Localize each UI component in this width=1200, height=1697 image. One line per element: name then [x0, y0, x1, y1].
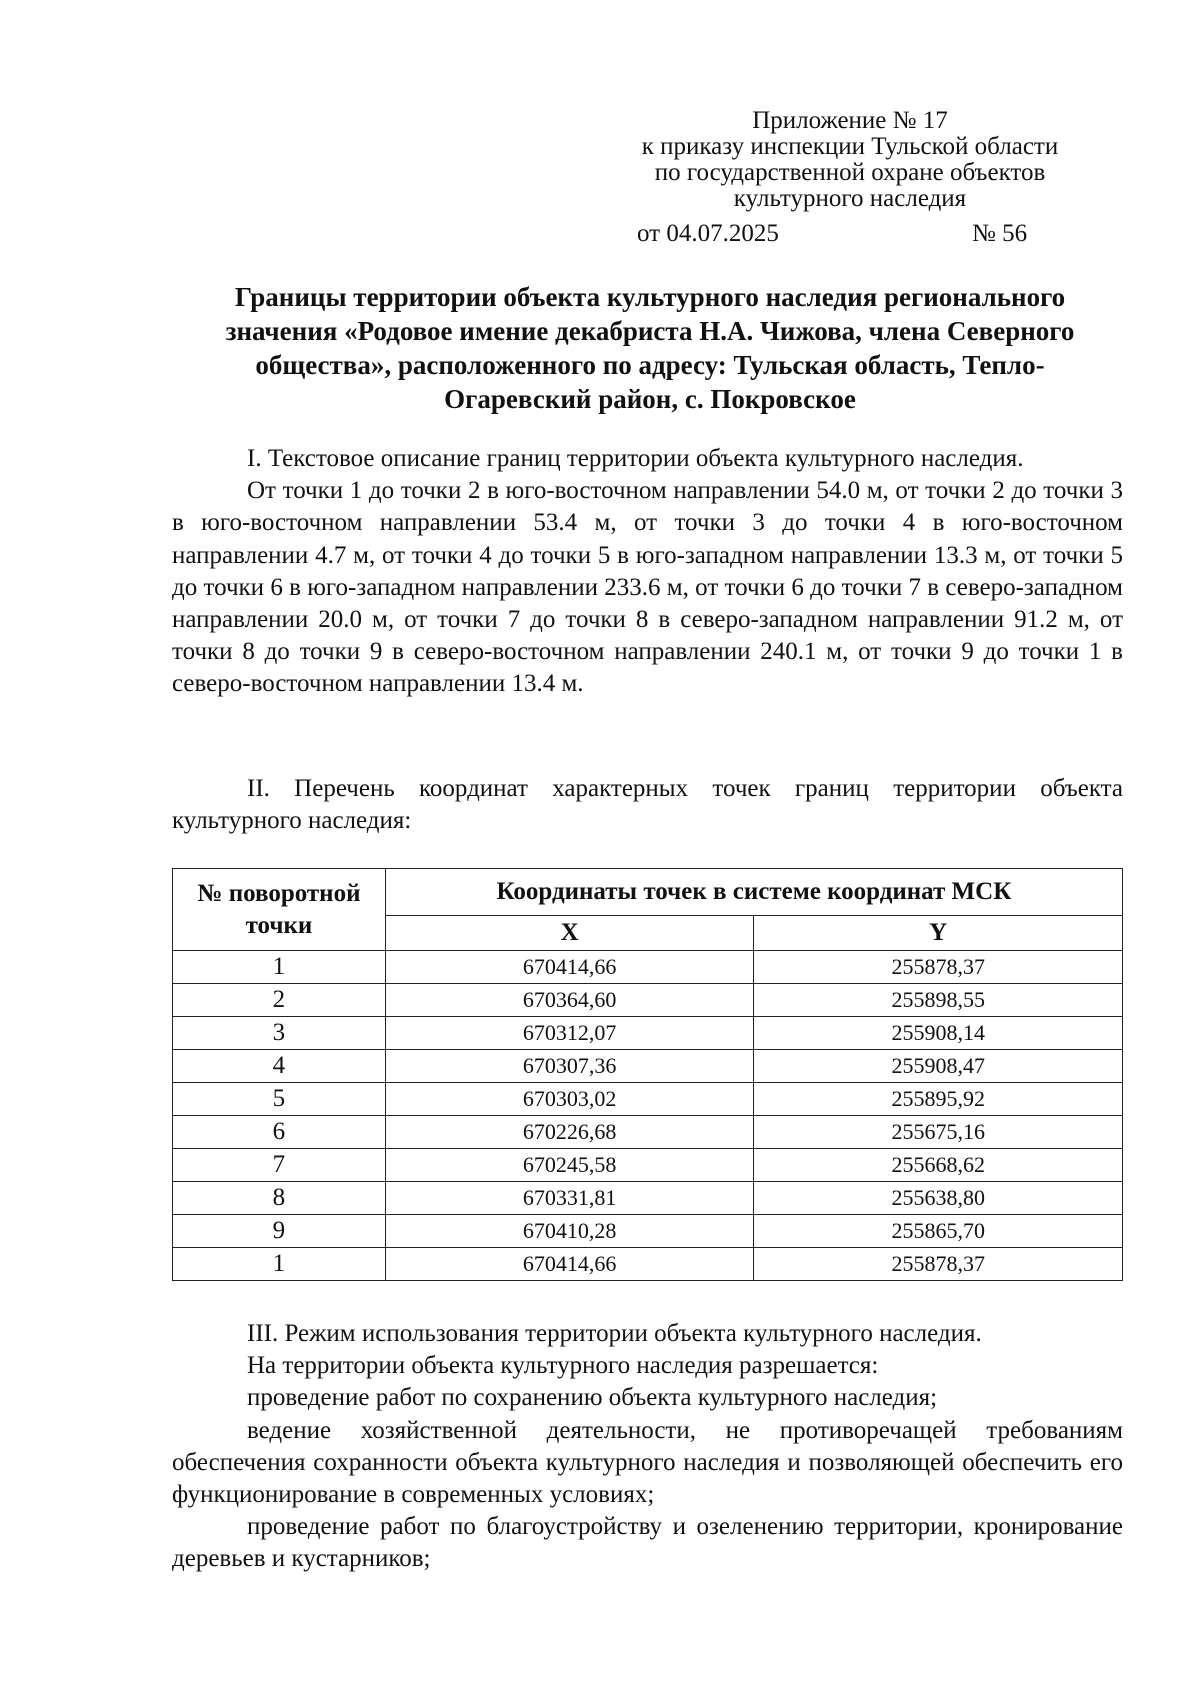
cell-y: 255908,14	[754, 1017, 1123, 1050]
table-row	[173, 984, 1123, 1017]
table-row	[173, 1083, 1123, 1116]
cell-point: 4	[173, 1050, 386, 1083]
cell-x: 670414,66	[385, 951, 754, 984]
appendix-header	[590, 108, 1110, 212]
section-1-heading: I. Текстовое описание границ территории объекта культурного наследия.	[247, 445, 1024, 472]
cell-y: 255668,62	[754, 1149, 1123, 1182]
section-2-heading: II. Перечень координат характерных точек границ территории объекта культурного наследия:	[172, 775, 1123, 835]
cell-x: 670226,68	[385, 1116, 754, 1149]
cell-point: 6	[173, 1116, 386, 1149]
cell-point: 1	[173, 1248, 386, 1281]
table-row	[173, 1116, 1123, 1149]
cell-x: 670331,81	[385, 1182, 754, 1215]
cell-y: 255898,55	[754, 984, 1123, 1017]
section-3-item-2: ведение хозяйственной деятельности, не противоречащей требованиям обеспечения сохранности объекта культурного наследия и позволяющей обеспечить его функционирование в современных условиях;	[172, 1416, 1123, 1509]
cell-point: 7	[173, 1149, 386, 1182]
cell-y: 255878,37	[754, 951, 1123, 984]
appendix-heritage-line: культурного наследия	[733, 185, 967, 212]
document-title	[170, 280, 1130, 416]
appendix-authority-line: по государственной охране объектов	[654, 159, 1046, 186]
cell-y: 255895,92	[754, 1083, 1123, 1116]
title-line-4: Огаревский район, с. Покровское	[444, 384, 856, 414]
cell-x: 670364,60	[385, 984, 754, 1017]
cell-x: 670307,36	[385, 1050, 754, 1083]
coordinates-table	[172, 868, 1123, 1281]
title-line-1: Границы территории объекта культурного наследия регионального	[234, 282, 1066, 312]
table-row	[173, 951, 1123, 984]
table-row	[173, 1050, 1123, 1083]
header-coordinates: Координаты точек в системе координат МСК	[385, 869, 1122, 916]
table-row	[173, 1248, 1123, 1281]
section-1-text: От точки 1 до точки 2 в юго-восточном направлении 54.0 м, от точки 2 до точки 3 в юго-восточном направлении 53.4 м, от точки 3 до точки 4 в юго-восточном направлении 4.7 м, от точки 4 до точки 5 в юго-западном направлении 13.3 м, от точки 5 до точки 6 в юго-западном направлении 233.6 м, от точки 6 до точки 7 в северо-западном направлении 20.0 м, от точки 7 до точки 8 в северо-западном направлении 91.2 м, от точки 8 до точки 9 в северо-восточном направлении 240.1 м, от точки 9 до точки 1 в северо-восточном направлении 13.4 м.	[172, 477, 1123, 698]
section-3-heading: III. Режим использования территории объекта культурного наследия.	[247, 1320, 982, 1347]
cell-y: 255878,37	[754, 1248, 1123, 1281]
cell-y: 255675,16	[754, 1116, 1123, 1149]
header-point-number: № поворотной точки	[173, 869, 386, 951]
cell-x: 670414,66	[385, 1248, 754, 1281]
table-row	[173, 1017, 1123, 1050]
order-number: № 56	[972, 220, 1028, 247]
section-3-item-1: проведение работ по сохранению объекта культурного наследия;	[247, 1384, 938, 1412]
table-row	[173, 1182, 1123, 1215]
cell-point: 1	[173, 951, 386, 984]
cell-point: 9	[173, 1215, 386, 1248]
cell-x: 670303,02	[385, 1083, 754, 1116]
section-2	[172, 773, 1123, 837]
section-3-intro: На территории объекта культурного наследия разрешается:	[247, 1352, 879, 1380]
table-row	[173, 1149, 1123, 1182]
table-header-row	[173, 869, 1123, 916]
section-1	[172, 443, 1123, 701]
cell-x: 670245,58	[385, 1149, 754, 1182]
section-3-item-3: проведение работ по благоустройству и озеленению территории, кронирование деревьев и кустарников;	[172, 1513, 1123, 1573]
cell-point: 8	[173, 1182, 386, 1215]
order-date: от 04.07.2025	[637, 220, 779, 247]
table-body	[173, 951, 1123, 1281]
header-x: X	[385, 916, 754, 951]
cell-x: 670410,28	[385, 1215, 754, 1248]
cell-y: 255865,70	[754, 1215, 1123, 1248]
header-y: Y	[754, 916, 1123, 951]
title-line-2: значения «Родовое имение декабриста Н.А. Чижова, члена Северного	[225, 316, 1075, 346]
cell-point: 3	[173, 1017, 386, 1050]
cell-x: 670312,07	[385, 1017, 754, 1050]
section-3	[172, 1318, 1123, 1576]
appendix-title: Приложение № 17	[752, 107, 948, 134]
cell-y: 255638,80	[754, 1182, 1123, 1215]
appendix-order-line: к приказу инспекции Тульской области	[641, 133, 1059, 160]
cell-point: 2	[173, 984, 386, 1017]
cell-point: 5	[173, 1083, 386, 1116]
table-row	[173, 1215, 1123, 1248]
cell-y: 255908,47	[754, 1050, 1123, 1083]
title-line-3: общества», расположенного по адресу: Тульская область, Тепло-	[255, 350, 1045, 380]
